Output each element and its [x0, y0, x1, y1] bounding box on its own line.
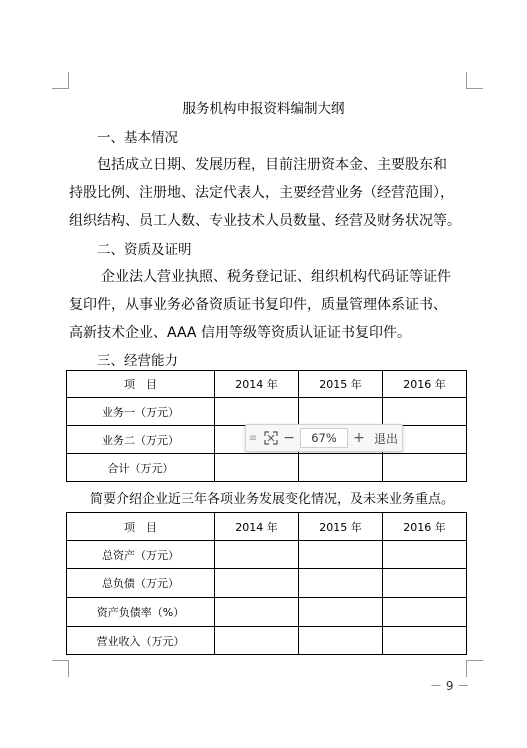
- zoom-in-button[interactable]: +: [353, 430, 365, 446]
- table-cell: [299, 569, 383, 598]
- table-row: [67, 598, 467, 627]
- document-title: 服务机构申报资料编制大纲: [182, 101, 345, 117]
- table-header-row: [67, 513, 467, 541]
- crop-mark-bottom-right: [466, 660, 483, 677]
- table-cell: [299, 598, 383, 627]
- paragraph-line: 高新技术企业、AAA 信用等级等资质认证证书复印件。: [69, 325, 411, 341]
- table-cell: [215, 398, 299, 426]
- page-number: － 9 －: [430, 679, 470, 693]
- note-text: 简要介绍企业近三年各项业务发展变化情况，及未来业务重点。: [90, 492, 455, 507]
- table-cell: [299, 627, 383, 655]
- drag-handle-icon[interactable]: ≡: [248, 432, 258, 444]
- zoom-toolbar: [245, 424, 403, 452]
- table-cell: [215, 598, 299, 627]
- table-row: [67, 454, 467, 482]
- row-label: 业务二（万元）: [67, 426, 215, 454]
- section-heading-qualification: 二、资质及证明: [97, 242, 192, 258]
- table-header-cell: 2016 年: [383, 513, 467, 541]
- table-cell: [215, 569, 299, 598]
- row-label: 营业收入（万元）: [67, 627, 215, 655]
- fit-page-icon[interactable]: [262, 431, 280, 445]
- crop-mark-top-left: [52, 72, 69, 89]
- table-row: [67, 627, 467, 655]
- table-cell: [383, 541, 467, 569]
- table-cell: [383, 627, 467, 655]
- table-cell: [215, 454, 299, 482]
- table-header-cell: 2016 年: [383, 371, 467, 398]
- paragraph-line: 复印件，从事业务必备资质证书复印件，质量管理体系证书、: [69, 297, 447, 313]
- paragraph-line: 企业法人营业执照、税务登记证、组织机构代码证等证件: [101, 269, 451, 285]
- paragraph-line: 持股比例、注册地、法定代表人，主要经营业务（经营范围），: [69, 185, 454, 201]
- row-label: 资产负债率（%）: [67, 598, 215, 627]
- table-row: [67, 569, 467, 598]
- crop-mark-bottom-left: [52, 660, 69, 677]
- row-label: 合计（万元）: [67, 454, 215, 482]
- table-cell: [383, 398, 467, 426]
- table-cell: [299, 454, 383, 482]
- table-header-cell: 项 目: [67, 513, 215, 541]
- row-label: 总负债（万元）: [67, 569, 215, 598]
- table-header-cell: 项 目: [67, 371, 215, 398]
- paragraph-line: 组织结构、员工人数、专业技术人员数量、经营及财务状况等。: [69, 213, 461, 229]
- finance-table: [66, 512, 467, 655]
- exit-button[interactable]: 退出: [374, 431, 399, 446]
- table-header-cell: 2015 年: [299, 371, 383, 398]
- table-cell: [299, 398, 383, 426]
- table-header-row: [67, 371, 467, 398]
- table-header-cell: 2014 年: [215, 371, 299, 398]
- row-label: 业务一（万元）: [67, 398, 215, 426]
- zoom-level-field[interactable]: 67%: [300, 428, 348, 448]
- table-cell: [215, 627, 299, 655]
- row-label: 总资产（万元）: [67, 541, 215, 569]
- table-cell: [383, 598, 467, 627]
- table-cell: [383, 569, 467, 598]
- table-row: [67, 541, 467, 569]
- table-cell: [299, 541, 383, 569]
- table-header-cell: 2015 年: [299, 513, 383, 541]
- zoom-out-button[interactable]: −: [283, 430, 295, 446]
- section-heading-basic: 一、基本情况: [97, 130, 178, 146]
- table-cell: [383, 454, 467, 482]
- section-heading-operation: 三、经营能力: [97, 353, 178, 369]
- table-row: [67, 398, 467, 426]
- crop-mark-top-right: [466, 72, 483, 89]
- table-header-cell: 2014 年: [215, 513, 299, 541]
- paragraph-line: 包括成立日期、发展历程，目前注册资本金、主要股东和: [97, 157, 447, 173]
- table-cell: [215, 541, 299, 569]
